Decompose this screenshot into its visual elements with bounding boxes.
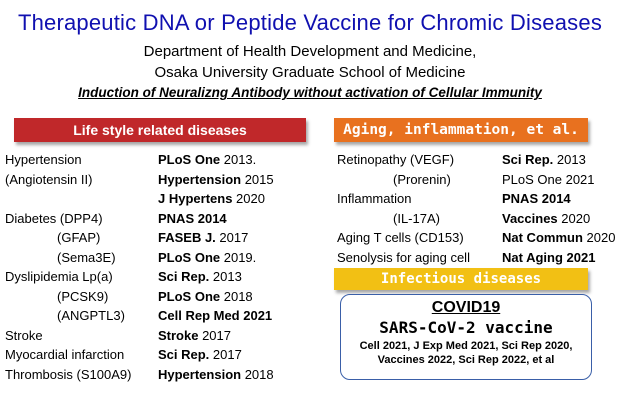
reference: PNAS 2014 xyxy=(502,191,571,206)
reference: Cell Rep Med 2021 xyxy=(158,308,273,323)
disease-label: Hypertension xyxy=(5,152,82,167)
reference: Hypertension 2015 xyxy=(158,171,274,187)
reference: PLoS One 2021 xyxy=(502,171,595,187)
page-title: Therapeutic DNA or Peptide Vaccine for Chromic Diseases xyxy=(17,10,603,35)
disease-label: (Angiotensin II) xyxy=(5,171,93,187)
list-item xyxy=(337,172,617,192)
reference: FASEB J. 2017 xyxy=(158,230,249,245)
reference: Sci Rep. 2013 xyxy=(158,269,242,284)
reference: Vaccines 2020 xyxy=(502,210,591,226)
reference: Nat Commun 2020 xyxy=(502,230,616,245)
school-line: Osaka University Graduate School of Medicine xyxy=(154,64,466,81)
reference: Nat Aging 2021 xyxy=(502,249,596,265)
reference: PLoS One 2018 xyxy=(158,288,253,304)
disease-label: (ANGPTL3) xyxy=(57,308,125,323)
reference: Stroke 2017 xyxy=(158,327,232,343)
lifestyle-heading: Life style related diseases xyxy=(14,118,306,142)
disease-label: Dyslipidemia Lp(a) xyxy=(5,269,113,284)
disease-label: Senolysis for aging cell xyxy=(337,249,470,265)
covid-title: COVID19 xyxy=(431,299,501,316)
disease-label: (PCSK9) xyxy=(57,288,109,304)
list-item xyxy=(5,367,305,387)
reference: Sci Rep. 2013 xyxy=(502,152,586,167)
aging-list xyxy=(337,152,617,269)
list-item xyxy=(337,230,617,250)
list-item xyxy=(5,289,305,309)
reference: J Hypertens 2020 xyxy=(158,191,265,206)
disease-label: Inflammation xyxy=(337,191,412,206)
disease-label: Stroke xyxy=(5,327,43,343)
aging-heading: Aging, inflammation, et al. xyxy=(334,118,588,142)
covid-refs-line: Vaccines 2022, Sci Rep 2022, et al xyxy=(377,354,555,366)
list-item xyxy=(5,269,305,289)
list-item xyxy=(5,191,305,211)
covid-refs-line: Cell 2021, J Exp Med 2021, Sci Rep 2020, xyxy=(359,340,573,352)
disease-label: Thrombosis (S100A9) xyxy=(5,366,132,382)
subtitle: Induction of Neuralizng Antibody without activation of Cellular Immunity xyxy=(78,85,542,100)
infectious-heading: Infectious diseases xyxy=(334,268,588,290)
covid-references xyxy=(341,339,591,367)
reference: Hypertension 2018 xyxy=(158,366,274,382)
list-item xyxy=(5,152,305,172)
disease-label: Diabetes (DPP4) xyxy=(5,210,103,226)
disease-label: (Prorenin) xyxy=(393,171,451,187)
lifestyle-list xyxy=(5,152,305,386)
reference: PNAS 2014 xyxy=(158,210,227,226)
list-item xyxy=(5,211,305,231)
list-item xyxy=(337,152,617,172)
list-item xyxy=(5,347,305,367)
list-item xyxy=(5,172,305,192)
list-item xyxy=(5,250,305,270)
list-item xyxy=(5,328,305,348)
list-item xyxy=(5,230,305,250)
list-item xyxy=(337,191,617,211)
reference: PLoS One 2019. xyxy=(158,249,257,265)
covid-box xyxy=(340,294,592,380)
department-line: Department of Health Development and Medicine, xyxy=(143,43,477,60)
disease-label: (IL-17A) xyxy=(393,210,440,226)
list-item xyxy=(337,250,617,270)
covid-subtitle: SARS-CoV-2 vaccine xyxy=(379,318,553,337)
disease-label: Myocardial infarction xyxy=(5,347,125,362)
list-item xyxy=(337,211,617,231)
reference: PLoS One 2013. xyxy=(158,152,257,167)
reference: Sci Rep. 2017 xyxy=(158,347,242,362)
disease-label: (GFAP) xyxy=(57,230,101,245)
disease-label: (Sema3E) xyxy=(57,249,116,265)
list-item xyxy=(5,308,305,328)
disease-label: Aging T cells (CD153) xyxy=(337,230,464,245)
disease-label: Retinopathy (VEGF) xyxy=(337,152,455,167)
